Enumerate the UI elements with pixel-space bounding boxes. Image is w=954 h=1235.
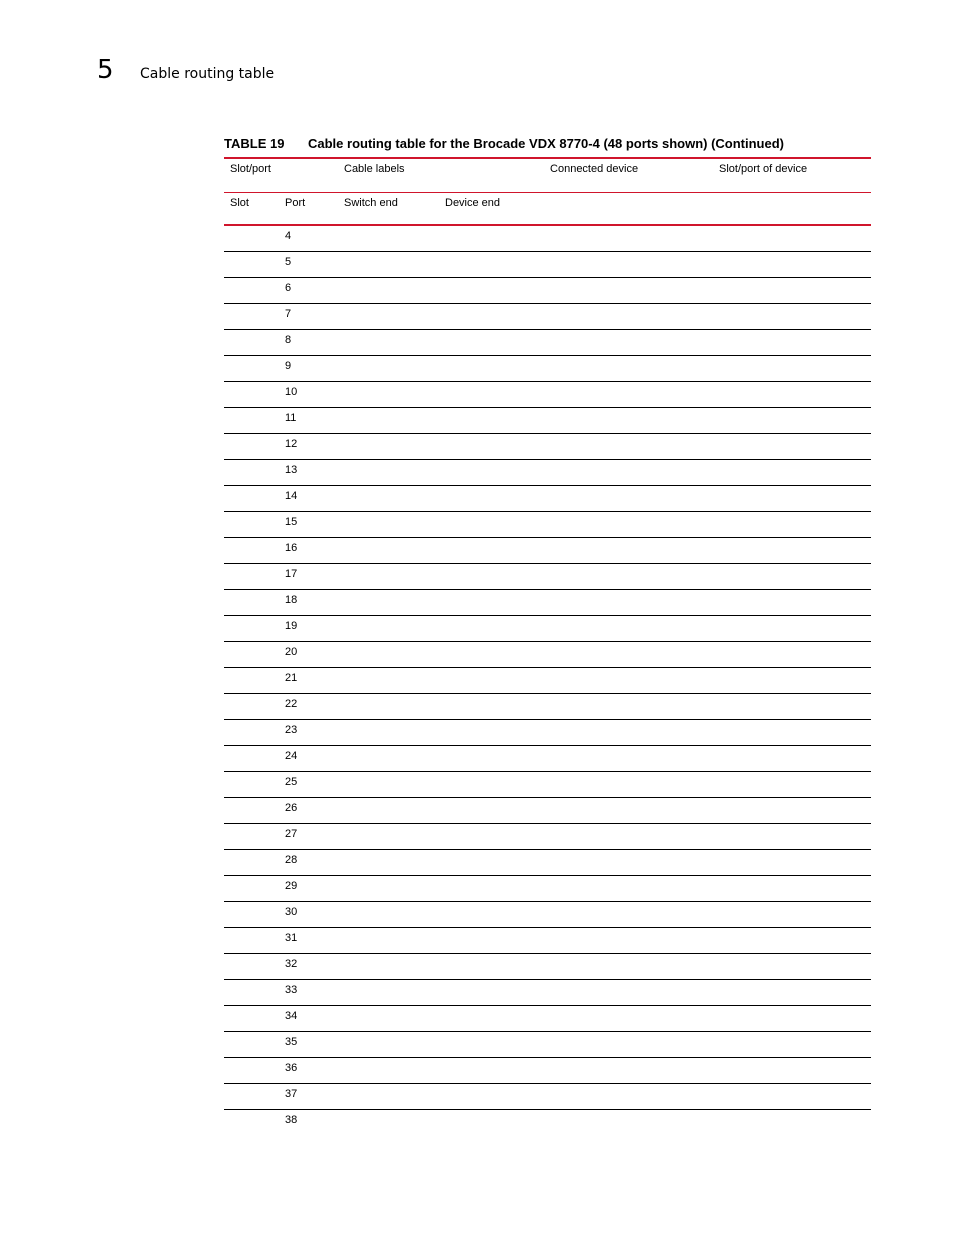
slot-cell xyxy=(224,590,285,616)
switch-end-cell xyxy=(344,382,445,408)
slot-port-of-device-cell xyxy=(719,1006,871,1032)
header-switch-end: Switch end xyxy=(344,193,445,226)
table-row xyxy=(224,564,871,590)
port-cell: 17 xyxy=(285,564,344,590)
slot-port-of-device-cell xyxy=(719,590,871,616)
slot-port-of-device-cell xyxy=(719,382,871,408)
port-cell: 27 xyxy=(285,824,344,850)
port-cell: 24 xyxy=(285,746,344,772)
port-cell: 6 xyxy=(285,278,344,304)
connected-device-cell xyxy=(550,460,719,486)
switch-end-cell xyxy=(344,954,445,980)
device-end-cell xyxy=(445,225,550,252)
switch-end-cell xyxy=(344,928,445,954)
header-connected-device: Connected device xyxy=(550,158,719,193)
port-cell: 8 xyxy=(285,330,344,356)
table-row xyxy=(224,772,871,798)
device-end-cell xyxy=(445,798,550,824)
slot-cell xyxy=(224,850,285,876)
table-row xyxy=(224,225,871,252)
port-cell: 12 xyxy=(285,434,344,460)
connected-device-cell xyxy=(550,1006,719,1032)
table-row xyxy=(224,460,871,486)
port-cell: 23 xyxy=(285,720,344,746)
port-cell: 10 xyxy=(285,382,344,408)
device-end-cell xyxy=(445,538,550,564)
switch-end-cell xyxy=(344,876,445,902)
table-row xyxy=(224,720,871,746)
connected-device-cell xyxy=(550,772,719,798)
device-end-cell xyxy=(445,850,550,876)
slot-cell xyxy=(224,1084,285,1110)
connected-device-cell xyxy=(550,538,719,564)
port-cell: 16 xyxy=(285,538,344,564)
slot-cell xyxy=(224,772,285,798)
table-row xyxy=(224,616,871,642)
device-end-cell xyxy=(445,382,550,408)
switch-end-cell xyxy=(344,225,445,252)
connected-device-cell xyxy=(550,850,719,876)
slot-port-of-device-cell xyxy=(719,252,871,278)
table-caption xyxy=(224,135,871,153)
table-row xyxy=(224,590,871,616)
connected-device-cell xyxy=(550,642,719,668)
port-cell: 18 xyxy=(285,590,344,616)
slot-port-of-device-cell xyxy=(719,278,871,304)
slot-port-of-device-cell xyxy=(719,720,871,746)
slot-port-of-device-cell xyxy=(719,798,871,824)
port-cell: 7 xyxy=(285,304,344,330)
slot-cell xyxy=(224,902,285,928)
slot-port-of-device-cell xyxy=(719,408,871,434)
slot-port-of-device-cell xyxy=(719,486,871,512)
connected-device-cell xyxy=(550,798,719,824)
slot-port-of-device-cell xyxy=(719,434,871,460)
slot-cell xyxy=(224,616,285,642)
table-row xyxy=(224,1032,871,1058)
chapter-title: Cable routing table xyxy=(140,66,275,82)
switch-end-cell xyxy=(344,330,445,356)
port-cell: 31 xyxy=(285,928,344,954)
slot-port-of-device-cell xyxy=(719,850,871,876)
table-row xyxy=(224,278,871,304)
slot-cell xyxy=(224,252,285,278)
slot-cell xyxy=(224,1032,285,1058)
connected-device-cell xyxy=(550,486,719,512)
slot-port-of-device-cell xyxy=(719,304,871,330)
switch-end-cell xyxy=(344,798,445,824)
slot-port-of-device-cell xyxy=(719,1058,871,1084)
port-cell: 22 xyxy=(285,694,344,720)
device-end-cell xyxy=(445,1006,550,1032)
table-row xyxy=(224,1006,871,1032)
slot-cell xyxy=(224,512,285,538)
slot-port-of-device-cell xyxy=(719,694,871,720)
device-end-cell xyxy=(445,772,550,798)
device-end-cell xyxy=(445,1084,550,1110)
table-row xyxy=(224,668,871,694)
switch-end-cell xyxy=(344,486,445,512)
slot-cell xyxy=(224,746,285,772)
slot-cell xyxy=(224,564,285,590)
slot-cell xyxy=(224,304,285,330)
switch-end-cell xyxy=(344,902,445,928)
table-row xyxy=(224,980,871,1006)
table-row xyxy=(224,330,871,356)
port-cell: 20 xyxy=(285,642,344,668)
slot-cell xyxy=(224,876,285,902)
port-cell: 38 xyxy=(285,1114,298,1126)
slot-cell xyxy=(224,1006,285,1032)
port-cell: 19 xyxy=(285,616,344,642)
port-cell: 34 xyxy=(285,1006,344,1032)
switch-end-cell xyxy=(344,772,445,798)
table-row xyxy=(224,538,871,564)
slot-cell xyxy=(224,668,285,694)
port-cell: 14 xyxy=(285,486,344,512)
slot-port-of-device-cell xyxy=(719,746,871,772)
table-row xyxy=(224,798,871,824)
connected-device-cell xyxy=(550,434,719,460)
device-end-cell xyxy=(445,694,550,720)
device-end-cell xyxy=(445,668,550,694)
device-end-cell xyxy=(445,590,550,616)
slot-port-of-device-cell xyxy=(719,225,871,252)
switch-end-cell xyxy=(344,980,445,1006)
slot-port-of-device-cell xyxy=(719,928,871,954)
device-end-cell xyxy=(445,408,550,434)
header-row-group xyxy=(224,158,871,193)
table-row xyxy=(224,356,871,382)
slot-cell xyxy=(224,408,285,434)
switch-end-cell xyxy=(344,850,445,876)
connected-device-cell xyxy=(550,902,719,928)
switch-end-cell xyxy=(344,278,445,304)
port-cell: 26 xyxy=(285,798,344,824)
switch-end-cell xyxy=(344,252,445,278)
device-end-cell xyxy=(445,616,550,642)
port-cell: 13 xyxy=(285,460,344,486)
slot-cell xyxy=(224,980,285,1006)
slot-port-of-device-cell xyxy=(719,980,871,1006)
header-empty-slot-port-device xyxy=(719,193,871,226)
header-slot: Slot xyxy=(224,193,285,226)
slot-cell xyxy=(224,225,285,252)
port-cell: 32 xyxy=(285,954,344,980)
switch-end-cell xyxy=(344,616,445,642)
switch-end-cell xyxy=(344,824,445,850)
connected-device-cell xyxy=(550,564,719,590)
connected-device-cell xyxy=(550,382,719,408)
device-end-cell xyxy=(445,720,550,746)
switch-end-cell xyxy=(344,434,445,460)
table-row xyxy=(224,928,871,954)
connected-device-cell xyxy=(550,512,719,538)
chapter-number: 5 xyxy=(97,55,114,85)
device-end-cell xyxy=(445,642,550,668)
connected-device-cell xyxy=(550,252,719,278)
cable-routing-table-container xyxy=(224,157,871,1135)
slot-port-of-device-cell xyxy=(719,902,871,928)
slot-port-of-device-cell xyxy=(719,460,871,486)
device-end-cell xyxy=(445,278,550,304)
table-number: TABLE 19 xyxy=(224,136,285,151)
port-cell: 37 xyxy=(285,1084,344,1110)
table-row xyxy=(224,1058,871,1084)
connected-device-cell xyxy=(550,876,719,902)
slot-cell xyxy=(224,434,285,460)
table-row xyxy=(224,486,871,512)
port-cell: 33 xyxy=(285,980,344,1006)
table-row xyxy=(224,902,871,928)
port-cell: 35 xyxy=(285,1032,344,1058)
slot-cell xyxy=(224,460,285,486)
port-cell: 30 xyxy=(285,902,344,928)
device-end-cell xyxy=(445,902,550,928)
table-row xyxy=(224,382,871,408)
device-end-cell xyxy=(445,954,550,980)
table-row xyxy=(224,694,871,720)
port-cell: 4 xyxy=(285,225,344,252)
slot-port-of-device-cell xyxy=(719,954,871,980)
device-end-cell xyxy=(445,1110,550,1136)
header-device-end: Device end xyxy=(445,193,550,226)
switch-end-cell xyxy=(344,1084,445,1110)
connected-device-cell xyxy=(550,225,719,252)
switch-end-cell xyxy=(344,356,445,382)
device-end-cell xyxy=(445,512,550,538)
device-end-cell xyxy=(445,304,550,330)
connected-device-cell xyxy=(550,1058,719,1084)
connected-device-cell xyxy=(550,616,719,642)
slot-port-of-device-cell xyxy=(719,876,871,902)
connected-device-cell xyxy=(550,356,719,382)
connected-device-cell xyxy=(550,928,719,954)
slot-cell xyxy=(224,824,285,850)
table-row xyxy=(224,876,871,902)
table-row xyxy=(224,642,871,668)
device-end-cell xyxy=(445,564,550,590)
table-row xyxy=(224,512,871,538)
connected-device-cell xyxy=(550,668,719,694)
header-row-sub xyxy=(224,193,871,226)
slot-port-of-device-cell xyxy=(719,538,871,564)
slot-cell xyxy=(224,538,285,564)
port-cell: 9 xyxy=(285,356,344,382)
device-end-cell xyxy=(445,928,550,954)
table-title: Cable routing table for the Brocade VDX 8770-4 (48 ports shown) (Continued) xyxy=(308,136,784,151)
table-row xyxy=(224,304,871,330)
device-end-cell xyxy=(445,876,550,902)
slot-port-of-device-cell xyxy=(719,356,871,382)
port-cell: 25 xyxy=(285,772,344,798)
header-empty-connected xyxy=(550,193,719,226)
device-end-cell xyxy=(445,1058,550,1084)
device-end-cell xyxy=(445,460,550,486)
header-cable-labels: Cable labels xyxy=(344,158,550,193)
table-row xyxy=(224,746,871,772)
switch-end-cell xyxy=(344,564,445,590)
table-row xyxy=(224,850,871,876)
connected-device-cell xyxy=(550,980,719,1006)
table-row xyxy=(224,1110,871,1136)
slot-cell xyxy=(224,330,285,356)
slot-cell xyxy=(224,1110,285,1136)
slot-port-of-device-cell xyxy=(719,330,871,356)
switch-end-cell xyxy=(344,304,445,330)
header-port: Port xyxy=(285,193,344,226)
switch-end-cell xyxy=(344,694,445,720)
connected-device-cell xyxy=(550,304,719,330)
connected-device-cell xyxy=(550,720,719,746)
port-cell: 5 xyxy=(285,252,344,278)
header-slot-port-of-device: Slot/port of device xyxy=(719,158,871,193)
table-row xyxy=(224,1084,871,1110)
table-row xyxy=(224,252,871,278)
device-end-cell xyxy=(445,824,550,850)
slot-cell xyxy=(224,954,285,980)
slot-cell xyxy=(224,356,285,382)
switch-end-cell xyxy=(344,668,445,694)
device-end-cell xyxy=(445,434,550,460)
switch-end-cell xyxy=(344,720,445,746)
cable-routing-table xyxy=(224,157,871,1135)
slot-cell xyxy=(224,382,285,408)
connected-device-cell xyxy=(550,824,719,850)
connected-device-cell xyxy=(550,1032,719,1058)
slot-port-of-device-cell xyxy=(719,1032,871,1058)
table-row xyxy=(224,824,871,850)
switch-end-cell xyxy=(344,1032,445,1058)
header-slot-port: Slot/port xyxy=(224,158,344,193)
device-end-cell xyxy=(445,1032,550,1058)
slot-port-of-device-cell xyxy=(719,512,871,538)
slot-cell xyxy=(224,798,285,824)
device-end-cell xyxy=(445,746,550,772)
switch-end-cell xyxy=(344,746,445,772)
table-row xyxy=(224,954,871,980)
slot-port-of-device-cell xyxy=(719,564,871,590)
slot-port-of-device-cell xyxy=(719,668,871,694)
port-cell: 11 xyxy=(285,408,344,434)
device-end-cell xyxy=(445,252,550,278)
connected-device-cell xyxy=(550,590,719,616)
device-end-cell xyxy=(445,486,550,512)
slot-cell xyxy=(224,1058,285,1084)
slot-cell xyxy=(224,928,285,954)
connected-device-cell xyxy=(550,1084,719,1110)
slot-port-of-device-cell xyxy=(719,772,871,798)
connected-device-cell xyxy=(550,746,719,772)
switch-end-cell xyxy=(344,1110,445,1136)
slot-cell xyxy=(224,278,285,304)
slot-cell xyxy=(224,694,285,720)
port-cell: 29 xyxy=(285,876,344,902)
port-cell: 15 xyxy=(285,512,344,538)
connected-device-cell xyxy=(550,694,719,720)
switch-end-cell xyxy=(344,590,445,616)
connected-device-cell xyxy=(550,278,719,304)
slot-port-of-device-cell xyxy=(719,642,871,668)
switch-end-cell xyxy=(344,460,445,486)
slot-cell xyxy=(224,720,285,746)
table-row xyxy=(224,434,871,460)
connected-device-cell xyxy=(550,408,719,434)
port-cell: 21 xyxy=(285,668,344,694)
port-cell: 28 xyxy=(285,850,344,876)
slot-cell xyxy=(224,486,285,512)
slot-port-of-device-cell xyxy=(719,824,871,850)
switch-end-cell xyxy=(344,538,445,564)
device-end-cell xyxy=(445,980,550,1006)
slot-port-of-device-cell xyxy=(719,1084,871,1110)
port-cell: 36 xyxy=(285,1058,344,1084)
connected-device-cell xyxy=(550,330,719,356)
switch-end-cell xyxy=(344,1058,445,1084)
slot-port-of-device-cell xyxy=(719,1110,871,1136)
device-end-cell xyxy=(445,330,550,356)
table-body xyxy=(224,225,871,1135)
slot-port-of-device-cell xyxy=(719,616,871,642)
switch-end-cell xyxy=(344,642,445,668)
connected-device-cell xyxy=(550,1110,719,1136)
switch-end-cell xyxy=(344,1006,445,1032)
switch-end-cell xyxy=(344,408,445,434)
device-end-cell xyxy=(445,356,550,382)
table-row xyxy=(224,408,871,434)
connected-device-cell xyxy=(550,954,719,980)
switch-end-cell xyxy=(344,512,445,538)
slot-cell xyxy=(224,642,285,668)
